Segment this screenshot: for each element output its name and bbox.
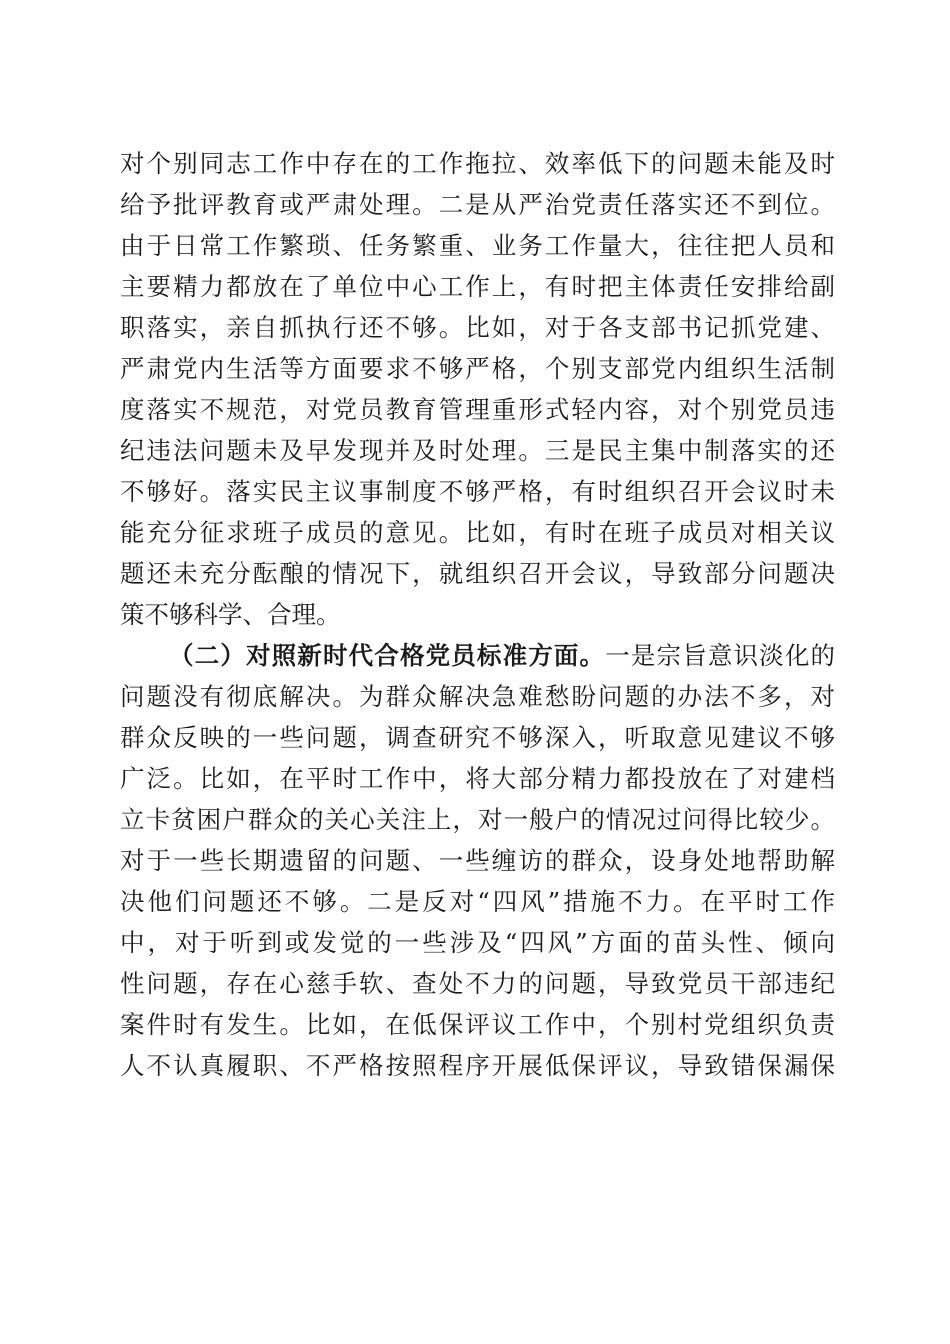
text-line: 人不认真履职、不严格按照程序开展低保评议，导致错保漏保: [120, 1051, 835, 1080]
text-line: 由于日常工作繁琐、任务繁重、业务工作量大，往往把人员和: [120, 231, 835, 260]
text-line: 决他们问题还不够。二是反对“四风”措施不力。在平时工作: [120, 887, 835, 916]
text-line: 立卡贫困户群众的关心关注上，对一般户的情况过问得比较少。: [120, 805, 835, 834]
text-line: 广泛。比如，在平时工作中，将大部分精力都投放在了对建档: [120, 764, 835, 793]
text-line: 对于一些长期遗留的问题、一些缠访的群众，设身处地帮助解: [120, 846, 835, 875]
section-heading-line: [120, 635, 835, 676]
text-line: 职落实，亲自抓执行还不够。比如，对于各支部书记抓党建、: [120, 313, 835, 342]
text-line: 不够好。落实民主议事制度不够严格，有时组织召开会议时未: [120, 477, 835, 506]
text-line: 给予批评教育或严肃处理。二是从严治党责任落实还不到位。: [120, 190, 835, 219]
text-line: 严肃党内生活等方面要求不够严格，个别支部党内组织生活制: [120, 354, 835, 383]
text-line: 问题没有彻底解决。为群众解决急难愁盼问题的办法不多，对: [120, 682, 835, 711]
section-heading: （二）对照新时代合格党员标准方面。: [169, 641, 606, 670]
text-line: 纪违法问题未及早发现并及时处理。三是民主集中制落实的还: [120, 436, 835, 465]
text-line: 群众反映的一些问题，调查研究不够深入，听取意见建议不够: [120, 723, 835, 752]
text-line-rest: 一是宗旨意识淡化的: [605, 641, 835, 670]
text-line: 性问题，存在心慈手软、查处不力的问题，导致党员干部违纪: [120, 969, 835, 998]
text-line: 策不够科学、合理。: [120, 600, 341, 629]
text-line: 对个别同志工作中存在的工作拖拉、效率低下的问题未能及时: [120, 149, 835, 178]
text-line: 主要精力都放在了单位中心工作上，有时把主体责任安排给副: [120, 272, 835, 301]
body-text: [120, 143, 835, 1086]
text-line: 度落实不规范，对党员教育管理重形式轻内容，对个别党员违: [120, 395, 835, 424]
text-line: 题还未充分酝酿的情况下，就组织召开会议，导致部分问题决: [120, 559, 835, 588]
text-line: 案件时有发生。比如，在低保评议工作中，个别村党组织负责: [120, 1010, 835, 1039]
text-line: 中，对于听到或发觉的一些涉及“四风”方面的苗头性、倾向: [120, 928, 835, 957]
text-line: 能充分征求班子成员的意见。比如，有时在班子成员对相关议: [120, 518, 835, 547]
